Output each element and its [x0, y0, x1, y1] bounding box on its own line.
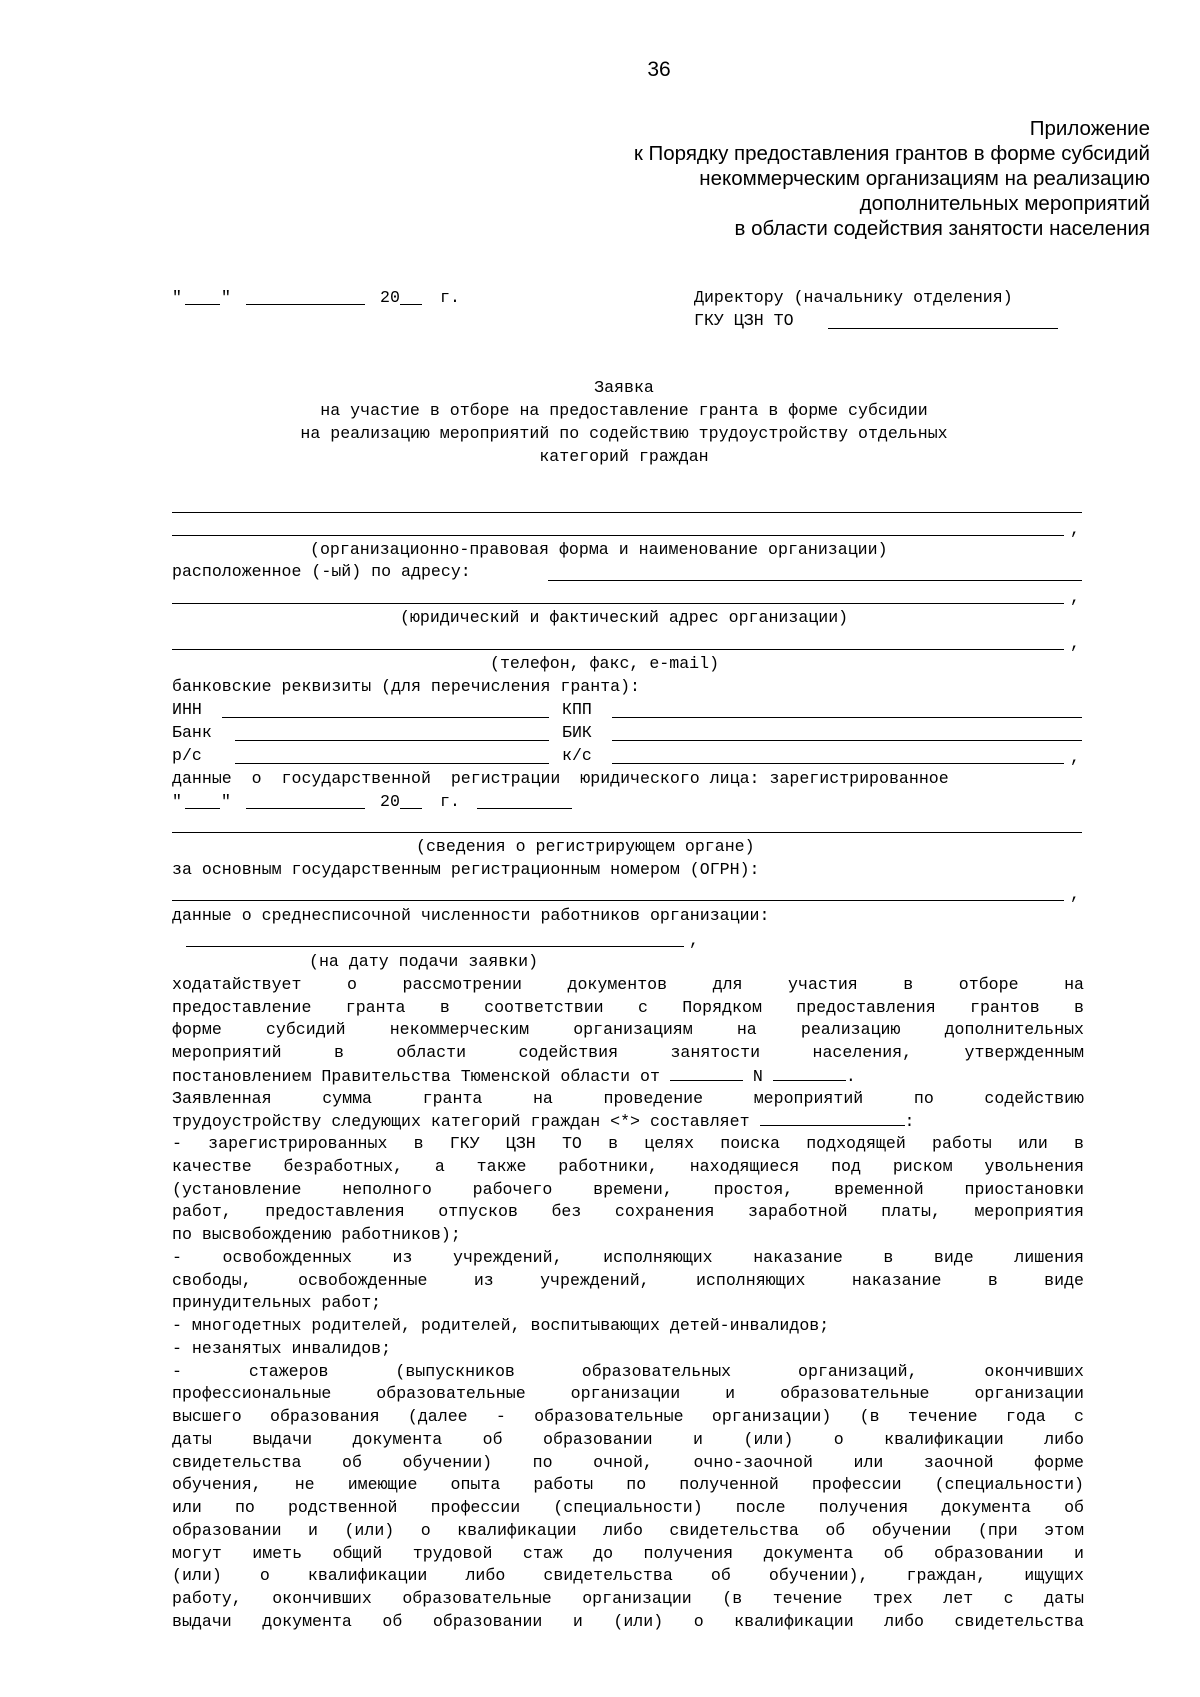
category-line: обучения, не имеющие опыта работы по полученной профессии (специальности)	[172, 1475, 1084, 1494]
period: .	[845, 1067, 856, 1086]
year-prefix: 20	[380, 288, 400, 307]
inn-blank[interactable]	[222, 717, 549, 718]
ks-label: к/с	[562, 746, 592, 765]
title-line: на участие в отборе на предоставление гранта в форме субсидии	[320, 401, 928, 420]
ks-blank[interactable]	[612, 763, 1064, 764]
comma: ,	[689, 931, 699, 950]
annex-line: в области содействия занятости населения	[734, 217, 1150, 240]
comma: ,	[1070, 885, 1080, 904]
reg-year-suffix: г.	[440, 792, 460, 811]
category-line: профессиональные образовательные организации и образовательные организации	[172, 1384, 1084, 1403]
year-blank[interactable]	[400, 304, 422, 305]
ogrn-label: за основным государственным регистрационным номером (ОГРН):	[172, 860, 760, 879]
located-label: расположенное (-ый) по адресу:	[172, 562, 471, 581]
amount-text: трудоустройству следующих категорий граждан <*> составляет	[172, 1112, 750, 1131]
inn-label: ИНН	[172, 700, 202, 719]
month-blank[interactable]	[246, 304, 365, 305]
body-line: предоставление гранта в соответствии с Порядком предоставления грантов в	[172, 998, 1084, 1017]
category-line: работу, окончивших образовательные организации (в течение трех лет с даты	[172, 1589, 1084, 1608]
org-caption: (организационно-правовая форма и наименование организации)	[310, 540, 888, 559]
category-line: высшего образования (далее - образовательные организации) (в течение года с	[172, 1407, 1084, 1426]
reg-month-blank[interactable]	[246, 808, 365, 809]
address-caption: (юридический и фактический адрес организации)	[400, 608, 849, 627]
contacts-blank[interactable]	[172, 649, 1064, 650]
category-line: работ, предоставления отпусков без сохранения заработной платы, мероприятия	[172, 1202, 1084, 1221]
comma: ,	[1070, 520, 1080, 539]
decree-date-blank[interactable]	[670, 1065, 743, 1081]
bank-details-label: банковские реквизиты (для перечисления гранта):	[172, 677, 641, 696]
title-line: Заявка	[594, 378, 654, 397]
body-line: мероприятий в области содействия занятости населения, утвержденным	[172, 1043, 1084, 1062]
decree-text: постановлением Правительства Тюменской области от	[172, 1067, 660, 1086]
reg-number-blank[interactable]	[477, 808, 572, 809]
category-line: - зарегистрированных в ГКУ ЦЗН ТО в целях поиска подходящей работы или в	[172, 1134, 1084, 1153]
headcount-label: данные о среднесписочной численности работников организации:	[172, 906, 770, 925]
quote-open: "	[172, 288, 182, 307]
annex-line: к Порядку предоставления грантов в форме субсидий	[633, 142, 1150, 165]
decree-number-blank[interactable]	[773, 1065, 846, 1081]
bank-label: Банк	[172, 723, 212, 742]
annex-line: дополнительных мероприятий	[859, 192, 1150, 215]
registrar-caption: (сведения о регистрирующем органе)	[416, 837, 755, 856]
category-line: - стажеров (выпускников образовательных организаций, окончивших	[172, 1362, 1084, 1381]
body-line	[172, 1110, 915, 1134]
rs-blank[interactable]	[235, 763, 549, 764]
category-line: (или) о квалификации либо свидетельства об обучении), граждан, ищущих	[172, 1566, 1084, 1585]
category-line: могут иметь общий трудовой стаж до получения документа об образовании и	[172, 1544, 1084, 1563]
reg-day-blank[interactable]	[185, 808, 220, 809]
category-line: или по родственной профессии (специальности) после получения документа об	[172, 1498, 1084, 1517]
reg-year-blank[interactable]	[400, 808, 422, 809]
category-line: свободы, освобожденные из учреждений, исполняющих наказание в виде	[172, 1271, 1084, 1290]
category-line: - многодетных родителей, родителей, воспитывающих детей-инвалидов;	[172, 1316, 830, 1335]
title-line: на реализацию мероприятий по содействию трудоустройству отдельных	[300, 424, 948, 443]
category-line: свидетельства об обучении) по очной, очно-заочной или заочной форме	[172, 1453, 1084, 1472]
body-line: форме субсидий некоммерческим организациям на реализацию дополнительных	[172, 1020, 1084, 1039]
comma: ,	[1070, 588, 1080, 607]
category-line: - незанятых инвалидов;	[172, 1339, 392, 1358]
quote-close: "	[221, 288, 231, 307]
reg-quote-open: "	[172, 792, 182, 811]
addressee-line1: Директору (начальнику отделения)	[694, 288, 1013, 307]
amount-blank[interactable]	[760, 1110, 905, 1126]
body-line: Заявленная сумма гранта на проведение мероприятий по содействию	[172, 1089, 1084, 1108]
annex-line: Приложение	[1029, 117, 1150, 140]
address-blank-2[interactable]	[172, 603, 1064, 604]
kpp-blank[interactable]	[612, 717, 1082, 718]
title-line: категорий граждан	[539, 447, 709, 466]
bik-label: БИК	[562, 723, 592, 742]
registration-label: данные о государственной регистрации юридического лица: зарегистрированное	[172, 769, 949, 788]
addressee-line2: ГКУ ЦЗН ТО	[694, 311, 794, 330]
annex-line: некоммерческим организациям на реализацию	[699, 167, 1150, 190]
category-line: образовании и (или) о квалификации либо свидетельства об обучении (при этом	[172, 1521, 1084, 1540]
rs-label: р/с	[172, 746, 202, 765]
comma: ,	[1070, 634, 1080, 653]
category-line: даты выдачи документа об образовании и (или) о квалификации либо	[172, 1430, 1084, 1449]
body-line: ходатайствует о рассмотрении документов для участия в отборе на	[172, 975, 1084, 994]
category-line: - освобожденных из учреждений, исполняющих наказание в виде лишения	[172, 1248, 1084, 1267]
category-line: принудительных работ;	[172, 1293, 382, 1312]
bik-blank[interactable]	[612, 740, 1082, 741]
org-name-blank-2[interactable]	[172, 535, 1064, 536]
bank-blank[interactable]	[235, 740, 549, 741]
category-line: выдачи документа об образовании и (или) о квалификации либо свидетельства	[172, 1612, 1084, 1631]
comma: ,	[1070, 748, 1080, 767]
addressee-blank[interactable]	[828, 328, 1058, 329]
contacts-caption: (телефон, факс, e-mail)	[490, 654, 720, 673]
kpp-label: КПП	[562, 700, 592, 719]
body-line	[172, 1065, 856, 1089]
day-blank[interactable]	[185, 304, 220, 305]
ogrn-blank[interactable]	[172, 900, 1064, 901]
registrar-blank[interactable]	[172, 832, 1082, 833]
reg-year-prefix: 20	[380, 792, 400, 811]
decree-number-label: N	[752, 1067, 763, 1086]
category-line: (установление неполного рабочего времени, простоя, временной приостановки	[172, 1180, 1084, 1199]
address-blank-1[interactable]	[548, 580, 1082, 581]
category-line: по высвобождению работников);	[172, 1225, 461, 1244]
annex-header	[634, 116, 1150, 241]
category-line: качестве безработных, а также работники, находящиеся под риском увольнения	[172, 1157, 1084, 1176]
headcount-blank[interactable]	[186, 946, 684, 947]
reg-quote-close: "	[221, 792, 231, 811]
colon: :	[904, 1112, 915, 1131]
year-suffix: г.	[440, 288, 460, 307]
page-number: 36	[647, 58, 671, 81]
org-name-blank-1[interactable]	[172, 512, 1082, 513]
headcount-caption: (на дату подачи заявки)	[309, 952, 539, 971]
